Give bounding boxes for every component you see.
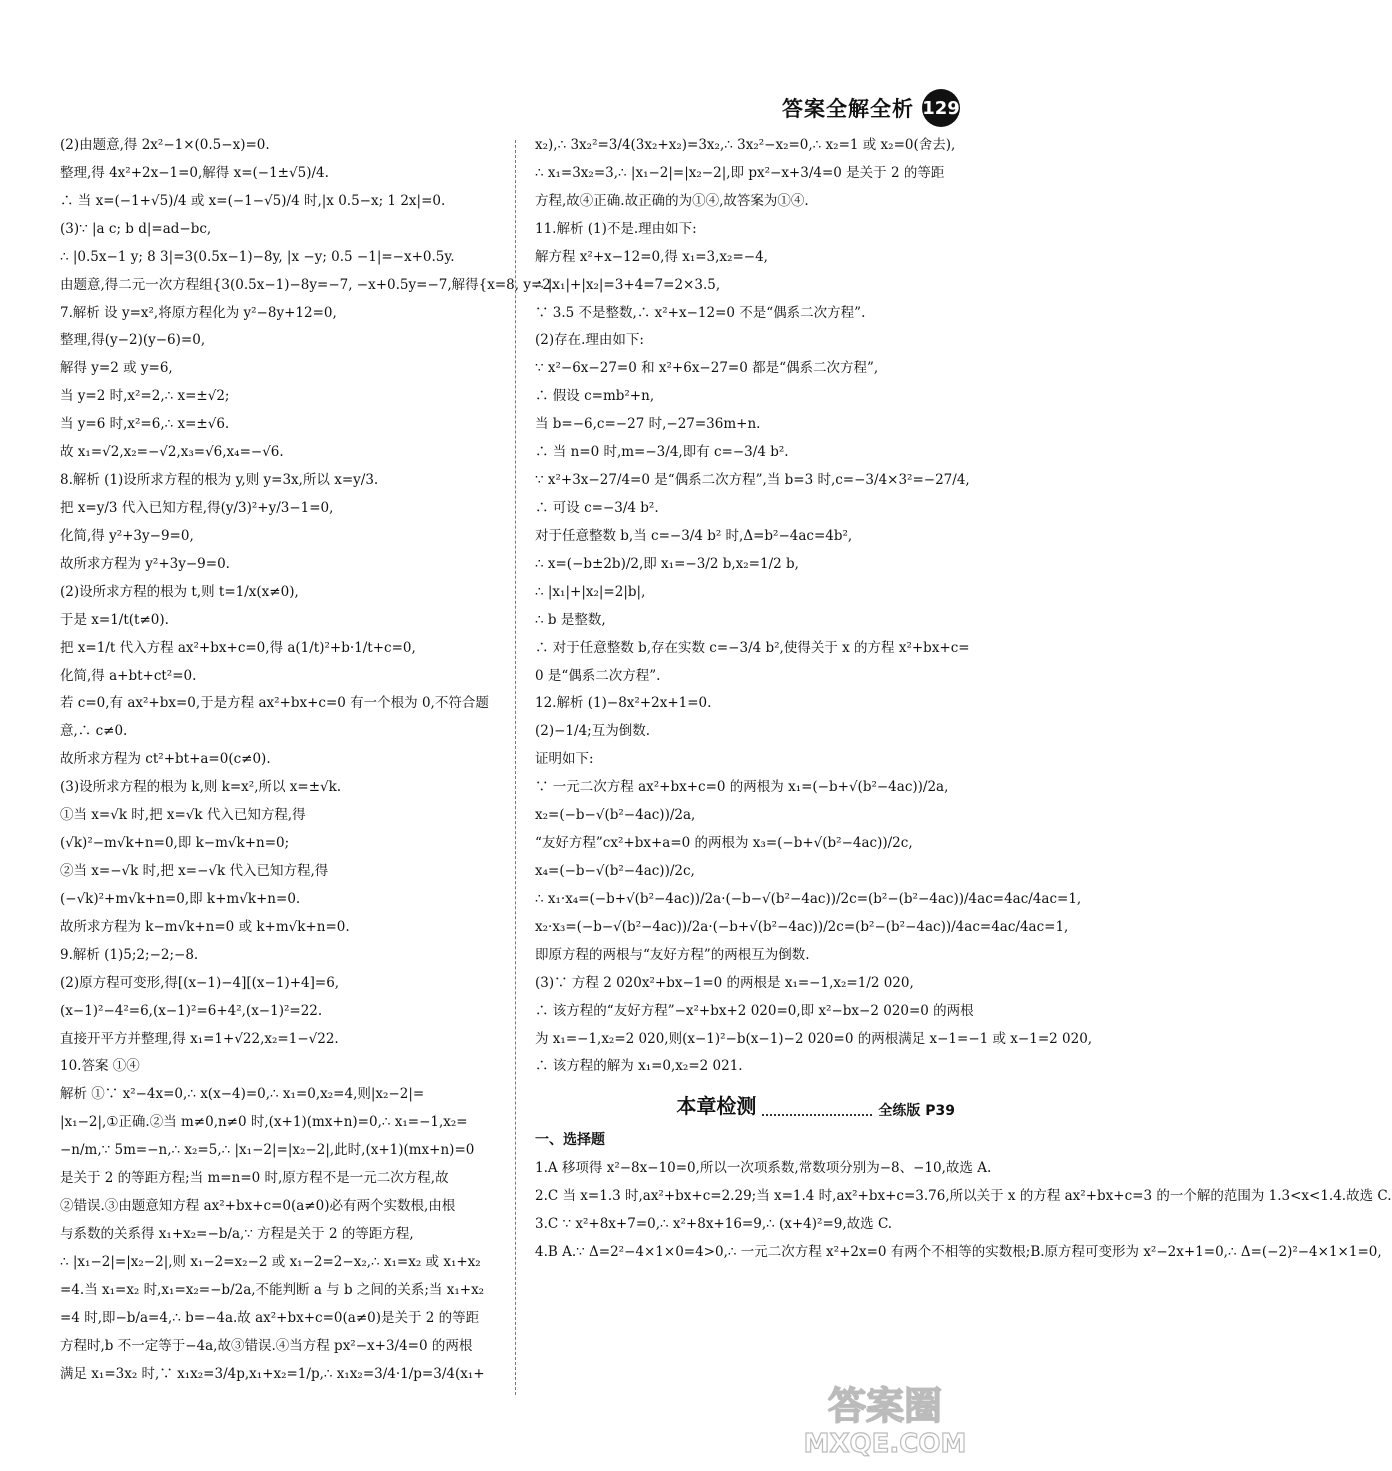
solution-line: 当 y=6 时,x²=6,∴ x=±√6. [60,416,230,433]
choice-answer: 2.C 当 x=1.3 时,ax²+bx+c=2.29;当 x=1.4 时,ax²+bx+c=3.76,所以关于 x 的方程 ax²+bx+c=3 的一个解的范围为 1.3<x<1.4.故选 C. [535,1187,1392,1204]
solution-line: ②错误.③由题意知方程 ax²+bx+c=0(a≠0)必有两个实数根,由根 [60,1198,456,1215]
solution-line: 解得 y=2 或 y=6, [60,360,173,377]
solution-line: ∵ 一元二次方程 ax²+bx+c=0 的两根为 x₁=(−b+√(b²−4ac))/2a, [535,779,949,796]
watermark-logo [785,1374,985,1459]
solution-line: (x−1)²−4²=6,(x−1)²=6+4²,(x−1)²=22. [60,1002,323,1019]
solution-line: =4 时,即−b/a=4,∴ b=−4a.故 ax²+bx+c=0(a≠0)是关于 2 的等距 [60,1309,480,1326]
solution-line: (3)设所求方程的根为 k,则 k=x²,所以 x=±√k. [60,779,342,796]
solution-line: 直接开平方并整理,得 x₁=1+√22,x₂=1−√22. [60,1030,339,1047]
solution-line: 故所求方程为 k−m√k+n=0 或 k+m√k+n=0. [60,918,350,935]
solution-line: 7.解析 设 y=x²,将原方程化为 y²−8y+12=0, [60,304,337,321]
solution-line: x₂=(−b−√(b²−4ac))/2a, [535,807,696,824]
solution-line: ∴ x=(−b±2b)/2,即 x₁=−3/2 b,x₂=1/2 b, [535,555,799,572]
solution-line: (3)∵ |a c; b d|=ad−bc, [60,220,212,237]
solution-line: 整理,得(y−2)(y−6)=0, [60,332,206,349]
solution-line: 8.解析 (1)设所求方程的根为 y,则 y=3x,所以 x=y/3. [60,472,379,489]
solution-line: ∴ |x₁|+|x₂|=3+4=7=2×3.5, [535,276,721,293]
solution-line: ∴ x₁=3x₂=3,∴ |x₁−2|=|x₂−2|,即 px²−x+3/4=0 是关于 2 的等距 [535,164,945,181]
watermark-url: MXQE.COM [803,1429,967,1459]
solution-line: ∴ 对于任意整数 b,存在实数 c=−3/4 b²,使得关于 x 的方程 x²+bx+c= [535,639,970,656]
solution-line: (√k)²−m√k+n=0,即 k−m√k+n=0; [60,835,290,852]
solution-line: ∵ x²+3x−27/4=0 是“偶系二次方程”,当 b=3 时,c=−3/4×3²=−27/4, [535,472,970,489]
solution-line: ∴ 当 x=(−1+√5)/4 或 x=(−1−√5)/4 时,|x 0.5−x; 1 2x|=0. [60,192,446,209]
solution-line: (3)∵ 方程 2 020x²+bx−1=0 的两根是 x₁=−1,x₂=1/2 020, [535,974,914,991]
solution-line: 11.解析 (1)不是.理由如下: [535,220,697,237]
solution-line: 12.解析 (1)−8x²+2x+1=0. [535,695,712,712]
solution-line: 化简,得 y²+3y−9=0, [60,527,194,544]
solution-line: (2)设所求方程的根为 t,则 t=1/x(x≠0), [60,583,299,600]
solution-line: 故所求方程为 y²+3y−9=0. [60,555,230,572]
solution-line: 对于任意整数 b,当 c=−3/4 b² 时,Δ=b²−4ac=4b², [535,527,853,544]
column-divider [515,140,516,1395]
page-number-badge: 129 [922,89,960,127]
solution-line: ∵ 3.5 不是整数,∴ x²+x−12=0 不是“偶系二次方程”. [535,304,866,321]
solution-line: ∴ 当 n=0 时,m=−3/4,即有 c=−3/4 b². [535,444,789,461]
solution-line: (2)−1/4;互为倒数. [535,723,651,740]
choice-answer: 1.A 移项得 x²−8x−10=0,所以一次项系数,常数项分别为−8、−10,故选 A. [535,1160,992,1177]
solution-line: ∵ x²−6x−27=0 和 x²+6x−27=0 都是“偶系二次方程”, [535,360,879,377]
page-header [782,88,960,128]
solution-line: 证明如下: [535,751,594,768]
solution-line: (−√k)²+m√k+n=0,即 k+m√k+n=0. [60,890,301,907]
solution-line: |x₁−2|,①正确.②当 m≠0,n≠0 时,(x+1)(mx+n)=0,∴ x₁=−1,x₂= [60,1114,468,1131]
solution-line: ∴ 该方程的“友好方程”−x²+bx+2 020=0,即 x²−bx−2 020=0 的两根 [535,1002,974,1019]
section-ref: 全练版 P39 [878,1102,955,1119]
header-title: 答案全解全析 [782,97,914,121]
left-column [60,135,556,1391]
solution-line: 与系数的关系得 x₁+x₂=−b/a,∵ 方程是关于 2 的等距方程, [60,1225,414,1242]
solution-line: 意,∴ c≠0. [60,723,128,740]
solution-line: 是关于 2 的等距方程;当 m=n=0 时,原方程不是一元二次方程,故 [60,1170,449,1187]
solution-line: (2)存在.理由如下: [535,332,644,349]
solution-line: 把 x=1/t 代入方程 ax²+bx+c=0,得 a(1/t)²+b·1/t+c=0, [60,639,416,656]
solution-line: =4.当 x₁=x₂ 时,x₁=x₂=−b/2a,不能判断 a 与 b 之间的关系;当 x₁+x₂ [60,1281,485,1298]
choice-answer: 4.B A.∵ Δ=2²−4×1×0=4>0,∴ 一元二次方程 x²+2x=0 有两个不相等的实数根;B.原方程可变形为 x²−2x+1=0,∴ Δ=(−2)²−4×1×1=0, [535,1243,1382,1260]
solution-line: (2)由题意,得 2x²−1×(0.5−x)=0. [60,137,270,153]
solution-line: ∴ |0.5x−1 y; 8 3|=3(0.5x−1)−8y, |x −y; 0.5 −1|=−x+0.5y. [60,248,455,265]
solution-line: “友好方程”cx²+bx+a=0 的两根为 x₃=(−b+√(b²−4ac))/2c, [535,835,913,852]
solution-line: 于是 x=1/t(t≠0). [60,611,169,628]
solution-line: 解析 ①∵ x²−4x=0,∴ x(x−4)=0,∴ x₁=0,x₂=4,则|x₂−2|= [60,1086,425,1103]
solution-line: −n/m,∵ 5m=−n,∴ x₂=5,∴ |x₁−2|=|x₂−2|,此时,(x+1)(mx+n)=0 [60,1142,475,1159]
solution-line: 把 x=y/3 代入已知方程,得(y/3)²+y/3−1=0, [60,499,334,516]
solution-line: 当 b=−6,c=−27 时,−27=36m+n. [535,416,761,433]
solution-line: ∴ 可设 c=−3/4 b². [535,499,659,516]
solution-line: ∴ 假设 c=mb²+n, [535,388,655,405]
solution-line: x₄=(−b−√(b²−4ac))/2c, [535,862,695,879]
solution-line: 整理,得 4x²+2x−1=0,解得 x=(−1±√5)/4. [60,164,329,181]
solution-line: x₂·x₃=(−b−√(b²−4ac))/2a·(−b+√(b²−4ac))/2c=(b²−(b²−4ac))/4ac=4ac/4ac=1, [535,918,1069,935]
solution-line: ∴ |x₁−2|=|x₂−2|,则 x₁−2=x₂−2 或 x₁−2=2−x₂,∴ x₁=x₂ 或 x₁+x₂ [60,1253,481,1270]
solution-line: 方程,故④正确.故正确的为①④,故答案为①④. [535,192,809,209]
section-header [535,1091,955,1122]
solution-line: ∴ 该方程的解为 x₁=0,x₂=2 021. [535,1058,743,1075]
solution-line: 即原方程的两根与“友好方程”的两根互为倒数. [535,946,810,963]
section-title: 本章检测 [676,1094,757,1119]
solution-line: 故所求方程为 ct²+bt+a=0(c≠0). [60,751,271,768]
solution-line: 0 是“偶系二次方程”. [535,667,661,684]
solution-line: ∴ |x₁|+|x₂|=2|b|, [535,583,646,600]
solution-line: 化简,得 a+bt+ct²=0. [60,667,197,684]
section-dots [762,1114,872,1116]
subsection-title: 一、选择题 [535,1132,605,1149]
solution-line: 由题意,得二元一次方程组{3(0.5x−1)−8y=−7, −x+0.5y=−7,解得{x=8, y=2. [60,276,556,293]
solution-line: 故 x₁=√2,x₂=−√2,x₃=√6,x₄=−√6. [60,444,284,461]
choice-answer: 3.C ∵ x²+8x+7=0,∴ x²+8x+16=9,∴ (x+4)²=9,故选 C. [535,1215,893,1232]
solution-line: ∴ b 是整数, [535,611,606,628]
solution-line: 方程时,b 不一定等于−4a,故③错误.④当方程 px²−x+3/4=0 的两根 [60,1337,473,1354]
solution-line: x₂),∴ 3x₂²=3/4(3x₂+x₂)=3x₂,∴ 3x₂²−x₂=0,∴ x₂=1 或 x₂=0(舍去), [535,137,956,153]
watermark-text: 答案圈 [827,1384,943,1428]
solution-line: 为 x₁=−1,x₂=2 020,则(x−1)²−b(x−1)−2 020=0 的两根满足 x−1=−1 或 x−1=2 020, [535,1030,1093,1047]
right-column [535,135,1392,1270]
solution-line: 满足 x₁=3x₂ 时,∵ x₁x₂=3/4p,x₁+x₂=1/p,∴ x₁x₂=3/4·1/p=3/4(x₁+ [60,1365,485,1382]
solution-line: 若 c=0,有 ax²+bx=0,于是方程 ax²+bx+c=0 有一个根为 0,不符合题 [60,695,489,712]
solution-line: ∴ x₁·x₄=(−b+√(b²−4ac))/2a·(−b−√(b²−4ac))/2c=(b²−(b²−4ac))/4ac=4ac/4ac=1, [535,890,1082,907]
solution-line: 当 y=2 时,x²=2,∴ x=±√2; [60,388,230,405]
solution-line: 9.解析 (1)5;2;−2;−8. [60,946,199,963]
solution-line: 解方程 x²+x−12=0,得 x₁=3,x₂=−4, [535,248,768,265]
solution-line: 10.答案 ①④ [60,1058,140,1075]
solution-line: ①当 x=√k 时,把 x=√k 代入已知方程,得 [60,807,306,824]
solution-line: (2)原方程可变形,得[(x−1)−4][(x−1)+4]=6, [60,974,340,991]
solution-line: ②当 x=−√k 时,把 x=−√k 代入已知方程,得 [60,862,329,879]
